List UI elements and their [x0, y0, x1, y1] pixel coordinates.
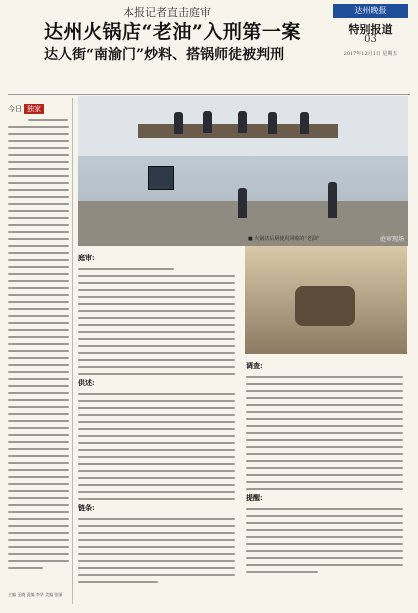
editor-credits: 主编 王晓 责编 李华 美编 张丽 [8, 592, 63, 597]
oil-pot [295, 286, 355, 326]
courtroom-photo [78, 96, 408, 246]
kicker: 本报记者直击庭审 [123, 6, 211, 19]
section-subtitle: 庭审: [78, 253, 95, 262]
photo-caption: 庭审现场 [379, 236, 404, 243]
headline: 达州火锅店“老油”入刑第一案 [44, 21, 301, 43]
section-subtitle: 链条: [78, 503, 95, 512]
section-subtitle: 调查: [246, 361, 263, 370]
exclusive-tag: 独家 [24, 104, 44, 114]
header-rule [8, 94, 410, 95]
masthead-logo: 达州晚报 [333, 4, 408, 18]
article-column-1 [78, 250, 238, 605]
page-header [0, 0, 418, 98]
dateline: 2017年12月1日 星期五 [343, 51, 398, 57]
left-column-text [8, 119, 72, 569]
today-badge [8, 104, 72, 114]
left-column [8, 98, 73, 604]
kitchen-photo-caption: ■ 火锅店后厨使用回收的“老油” [248, 236, 320, 242]
monitor [148, 166, 174, 190]
article-column-2 [246, 358, 406, 605]
section-subtitle: 提醒: [246, 493, 263, 502]
today-label: 今日 [8, 105, 22, 113]
section-label: 特别报道 [348, 23, 393, 36]
section-subtitle: 供述: [78, 378, 95, 387]
page-number: 03 [364, 34, 377, 45]
subheadline: 达人街“南渝门”炒料、搭锅师徒被判刑 [44, 47, 285, 63]
